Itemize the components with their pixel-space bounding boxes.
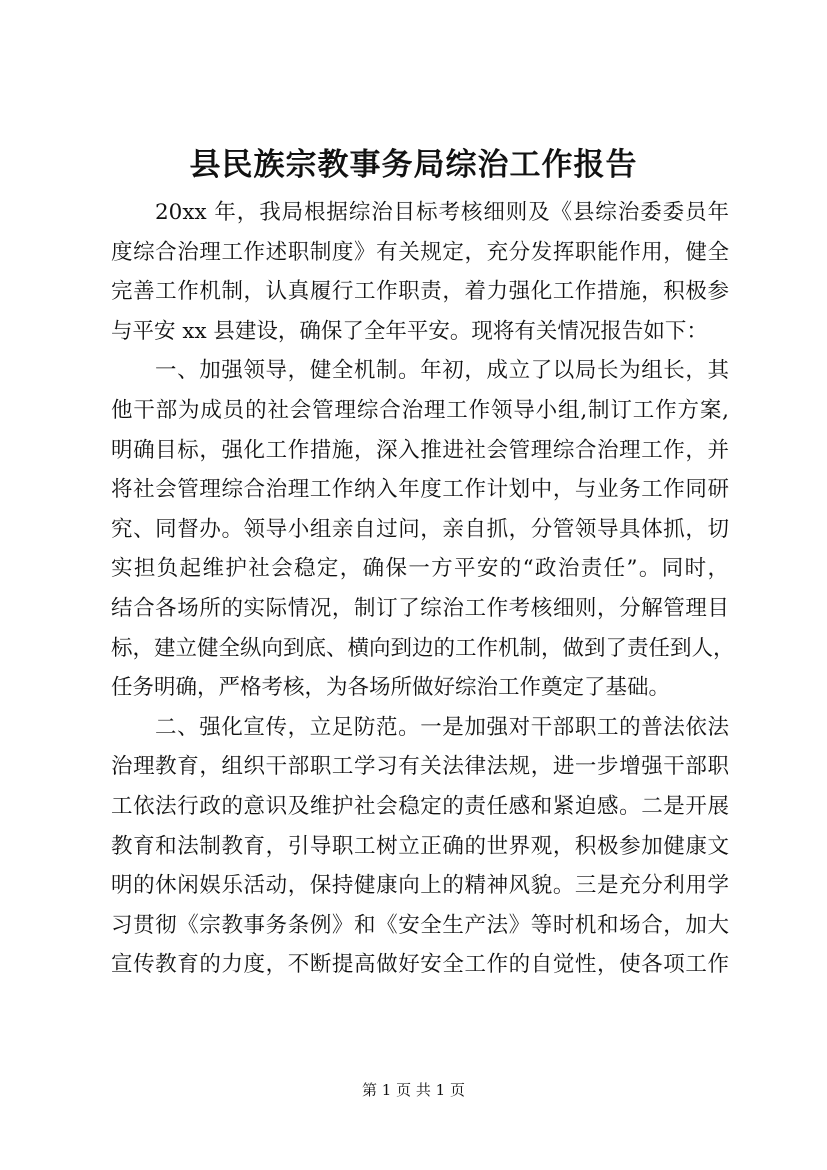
text-line: 他干部为成员的社会管理综合治理工作领导小组,制订工作方案, bbox=[111, 397, 729, 423]
text-line: 结合各场所的实际情况，制订了综治工作考核细则，分解管理目 bbox=[111, 595, 729, 621]
document-body bbox=[111, 193, 735, 985]
text-line: 工依法行政的意识及维护社会稳定的责任感和紧迫感。二是开展 bbox=[111, 793, 729, 819]
text-line: 宣传教育的力度，不断提高做好安全工作的自觉性，使各项工作 bbox=[111, 952, 729, 978]
text-line: 教育和法制教育，引导职工树立正确的世界观，积极参加健康文 bbox=[111, 833, 729, 859]
text-line: 一、加强领导，健全机制。年初，成立了以局长为组长，其 bbox=[155, 358, 729, 384]
text-line: 将社会管理综合治理工作纳入年度工作计划中，与业务工作同研 bbox=[111, 477, 729, 503]
text-line: 标，建立健全纵向到底、横向到边的工作机制，做到了责任到人， bbox=[111, 635, 735, 661]
document-title: 县民族宗教事务局综治工作报告 bbox=[189, 147, 638, 183]
text-line: 20xx 年，我局根据综治目标考核细则及《县综治委委员年 bbox=[155, 200, 729, 225]
text-line: 明的休闲娱乐活动，保持健康向上的精神风貌。三是充分利用学 bbox=[111, 873, 729, 899]
text-line: 明确目标，强化工作措施，深入推进社会管理综合治理工作，并 bbox=[111, 437, 729, 463]
text-line: 习贯彻《宗教事务条例》和《安全生产法》等时机和场合，加大 bbox=[111, 912, 729, 938]
text-line: 实担负起维护社会稳定，确保一方平安的“政治责任”。同时， bbox=[111, 556, 729, 582]
text-line: 二、强化宣传，立足防范。一是加强对干部职工的普法依法 bbox=[155, 714, 729, 740]
text-line: 治理教育，组织干部职工学习有关法律法规，进一步增强干部职 bbox=[111, 754, 729, 780]
text-line: 完善工作机制，认真履行工作职责，着力强化工作措施，积极参 bbox=[111, 279, 729, 305]
text-line: 究、同督办。领导小组亲自过问，亲自抓，分管领导具体抓，切 bbox=[111, 516, 729, 542]
page-footer: 第 1 页 共 1 页 bbox=[362, 1081, 465, 1099]
text-line: 度综合治理工作述职制度》有关规定，充分发挥职能作用，健全 bbox=[111, 239, 729, 265]
text-line: 任务明确，严格考核，为各场所做好综治工作奠定了基础。 bbox=[111, 675, 671, 701]
text-line: 与平安 xx 县建设，确保了全年平安。现将有关情况报告如下： bbox=[111, 318, 708, 344]
